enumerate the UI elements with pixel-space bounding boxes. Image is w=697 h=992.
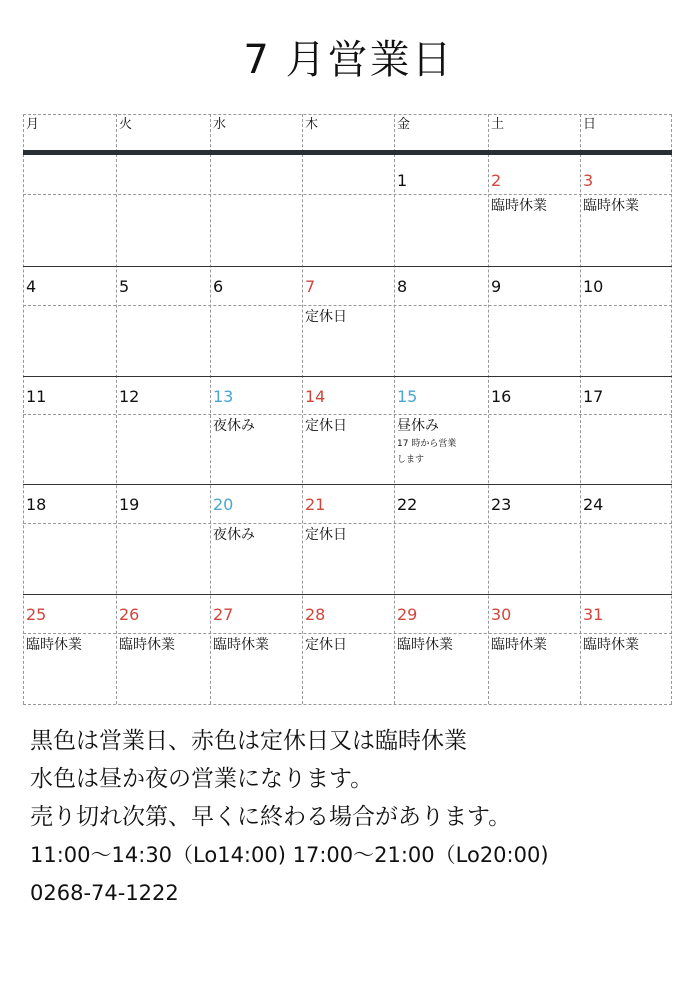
day-number: 2 <box>491 171 502 190</box>
day-number: 11 <box>26 387 47 406</box>
day-number: 4 <box>26 277 37 296</box>
day-number: 7 <box>305 277 316 296</box>
day-subnote: 17 時から営業 <box>397 439 457 449</box>
grid-column-divider <box>488 114 489 704</box>
day-number: 26 <box>119 605 140 624</box>
week-divider <box>23 266 672 267</box>
weekday-header: 木 <box>305 117 319 132</box>
calendar-grid <box>23 114 672 704</box>
day-number: 28 <box>305 605 326 624</box>
day-number: 15 <box>397 387 418 406</box>
day-number: 31 <box>583 605 604 624</box>
grid-bottom-border <box>23 704 672 705</box>
header-separator <box>23 150 672 155</box>
day-number: 21 <box>305 495 326 514</box>
day-note: 臨時休業 <box>213 637 269 653</box>
weekday-header: 日 <box>583 117 597 132</box>
day-number: 17 <box>583 387 604 406</box>
day-row-divider <box>23 305 672 306</box>
grid-column-divider <box>394 114 395 704</box>
day-note: 夜休み <box>213 527 255 543</box>
day-number: 9 <box>491 277 502 296</box>
weekday-header: 金 <box>397 117 411 132</box>
weekday-header: 月 <box>26 117 40 132</box>
day-note: 定休日 <box>305 527 347 543</box>
day-number: 14 <box>305 387 326 406</box>
day-note: 昼休み <box>397 418 439 434</box>
grid-column-divider <box>302 114 303 704</box>
grid-column-divider <box>210 114 211 704</box>
week-divider <box>23 594 672 595</box>
day-note: 臨時休業 <box>397 637 453 653</box>
legend-block <box>30 722 680 912</box>
day-note: 臨時休業 <box>491 637 547 653</box>
day-number: 10 <box>583 277 604 296</box>
day-note: 臨時休業 <box>491 198 547 214</box>
day-number: 1 <box>397 171 408 190</box>
day-number: 5 <box>119 277 130 296</box>
weekday-header: 水 <box>213 117 227 132</box>
day-number: 22 <box>397 495 418 514</box>
day-note: 定休日 <box>305 637 347 653</box>
day-number: 18 <box>26 495 47 514</box>
day-note: 臨時休業 <box>583 637 639 653</box>
day-subnote: します <box>397 455 425 465</box>
day-number: 27 <box>213 605 234 624</box>
day-row-divider <box>23 414 672 415</box>
day-number: 24 <box>583 495 604 514</box>
day-note: 臨時休業 <box>26 637 82 653</box>
grid-column-divider <box>671 114 672 704</box>
week-divider <box>23 484 672 485</box>
day-note: 定休日 <box>305 309 347 325</box>
legend-line-blue: 水色は昼か夜の営業になります。 <box>30 766 374 792</box>
grid-top-border <box>23 114 672 115</box>
day-note: 臨時休業 <box>583 198 639 214</box>
weekday-header: 火 <box>119 117 133 132</box>
day-row-divider <box>23 633 672 634</box>
day-number: 29 <box>397 605 418 624</box>
day-number: 19 <box>119 495 140 514</box>
page-title: 7 月営業日 <box>243 37 454 83</box>
day-note: 臨時休業 <box>119 637 175 653</box>
day-row-divider <box>23 523 672 524</box>
legend-line-soldout: 売り切れ次第、早くに終わる場合があります。 <box>30 804 512 830</box>
day-number: 23 <box>491 495 512 514</box>
day-number: 12 <box>119 387 140 406</box>
business-hours: 11:00〜14:30（Lo14:00) 17:00〜21:00（Lo20:00) <box>30 843 549 867</box>
day-number: 30 <box>491 605 512 624</box>
grid-column-divider <box>23 114 24 704</box>
grid-column-divider <box>580 114 581 704</box>
day-number: 25 <box>26 605 47 624</box>
day-number: 3 <box>583 171 594 190</box>
day-number: 16 <box>491 387 512 406</box>
phone-number: 0268-74-1222 <box>30 881 179 905</box>
day-note: 定休日 <box>305 418 347 434</box>
day-number: 13 <box>213 387 234 406</box>
grid-column-divider <box>116 114 117 704</box>
day-note: 夜休み <box>213 418 255 434</box>
day-number: 6 <box>213 277 224 296</box>
day-number: 8 <box>397 277 408 296</box>
legend-line-colors: 黒色は営業日、赤色は定休日又は臨時休業 <box>30 728 467 754</box>
weekday-header: 土 <box>491 117 505 132</box>
day-number: 20 <box>213 495 234 514</box>
day-row-divider <box>23 194 672 195</box>
week-divider <box>23 376 672 377</box>
